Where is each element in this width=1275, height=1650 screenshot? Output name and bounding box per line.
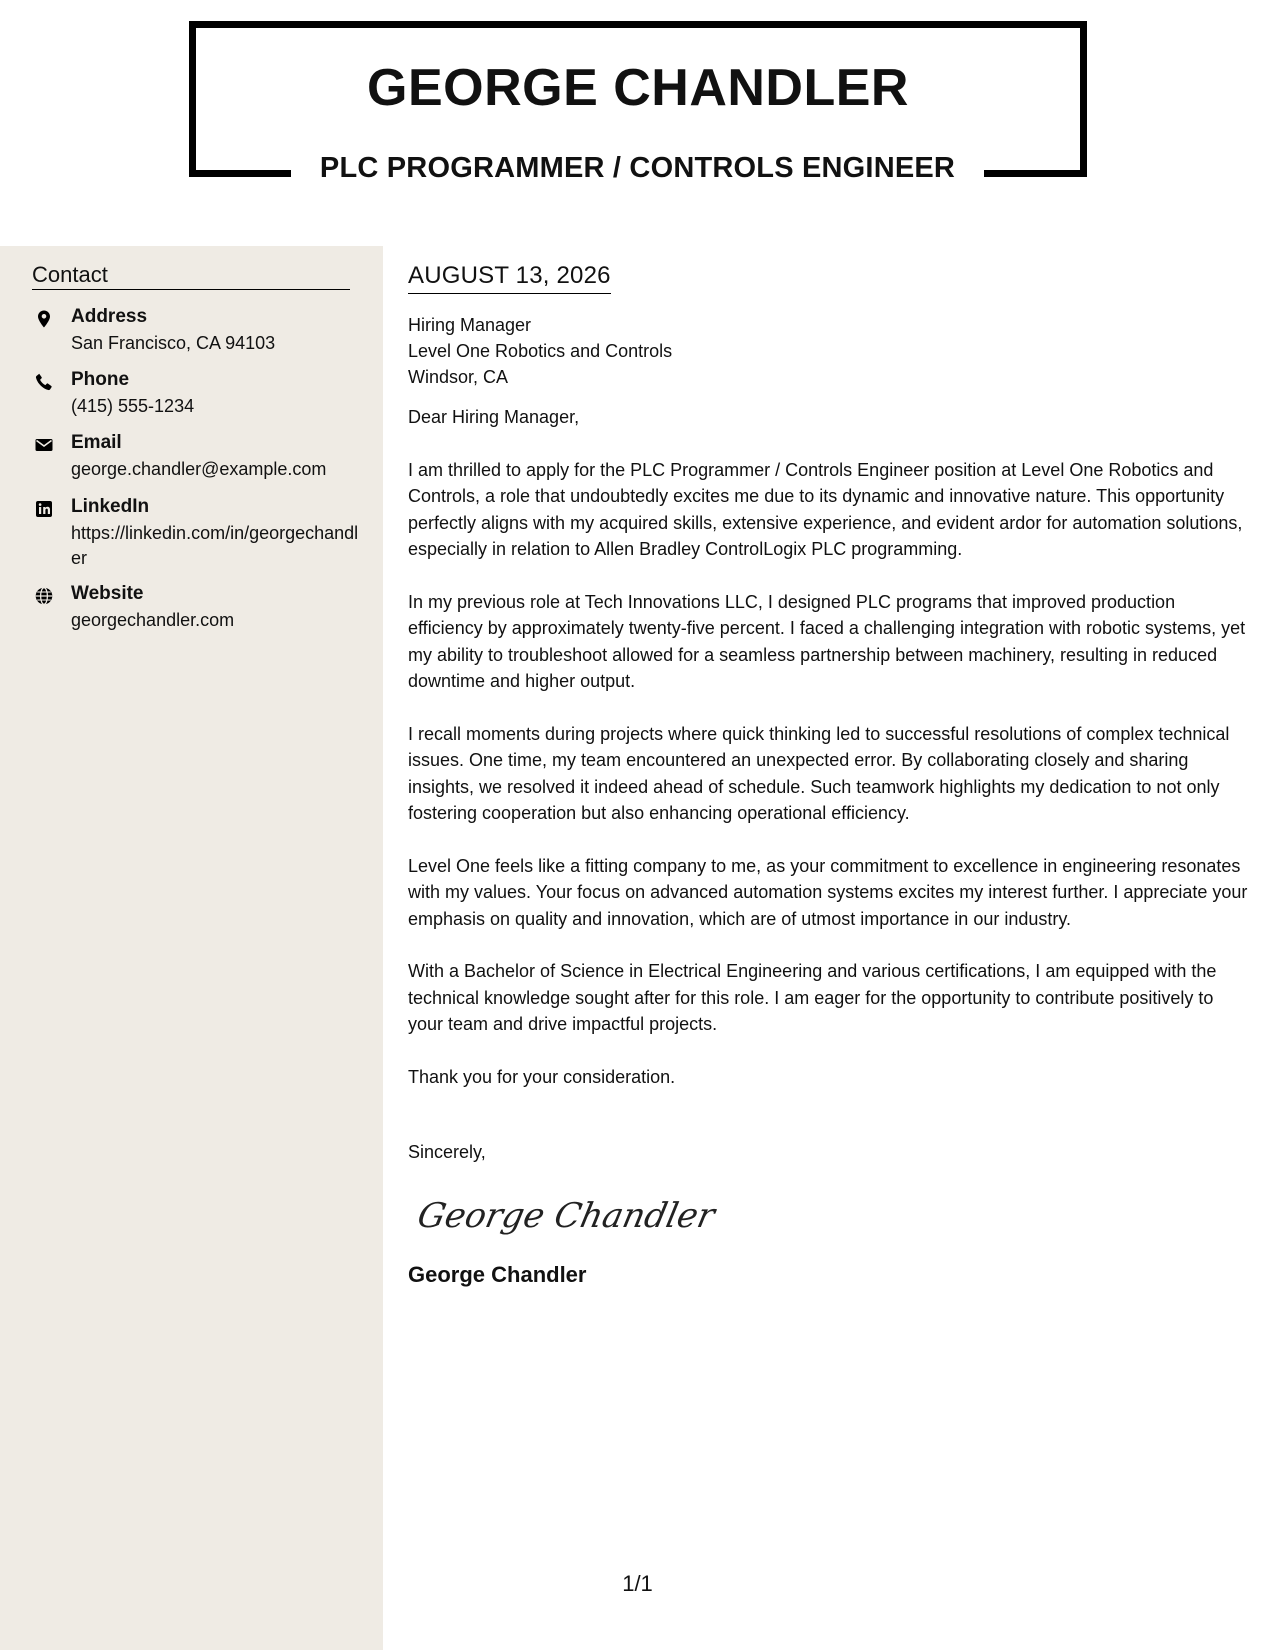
letter-paragraph: Thank you for your consideration.	[408, 1066, 676, 1087]
location-pin-icon	[34, 309, 54, 329]
letter-paragraph: With a Bachelor of Science in Electrical Engineering and various certifications, I am equipped with the technical knowledge sought after for this role. I am eager for the opportunity to contribute positively to your team and drive impactful projects.	[408, 961, 1217, 1034]
contact-value: (415) 555-1234	[71, 396, 195, 416]
contact-label: Address	[71, 306, 148, 327]
letter-paragraph: I am thrilled to apply for the PLC Programmer / Controls Engineer position at Level One Robotics and Controls, a role that undoubtedly excites me due to its dynamic and innovative nature. This opportunity perfectly aligns with my acquired skills, extensive experience, and evident ardor for automation solutions, especially in relation to Allen Bradley ControlLogix PLC programming.	[408, 459, 1243, 559]
page-number: 1/1	[622, 1571, 653, 1596]
contact-value: georgechandler.com	[71, 610, 235, 630]
letter-date: AUGUST 13, 2026	[408, 262, 611, 294]
contact-value: San Francisco, CA 94103	[71, 333, 276, 353]
contact-label: Email	[71, 432, 122, 453]
handwritten-signature	[414, 1189, 719, 1241]
letter-paragraph: Level One feels like a fitting company to me, as your commitment to excellence in engineering resonates with my values. Your focus on advanced automation systems excites my interest further. I appreciate your emphasis on quality and innovation, which are of utmost importance in our industry.	[408, 855, 1248, 929]
letter-paragraph: I recall moments during projects where quick thinking led to successful resolutions of complex technical issues. One time, my team encountered an unexpected error. By collaborating closely and sharing insights, we resolved it indeed ahead of schedule. Such teamwork highlights my dedication to not only fostering cooperation but also enhancing operational efficiency.	[408, 723, 1230, 823]
header-frame-bottom-right	[984, 170, 1087, 177]
contact-label: Phone	[71, 369, 130, 390]
signature-text: George Chandler	[414, 1196, 719, 1236]
envelope-icon	[34, 435, 54, 455]
contact-value: https://linkedin.com/in/georgechandler	[71, 523, 359, 568]
globe-icon	[34, 586, 54, 606]
contact-label: LinkedIn	[71, 496, 150, 517]
recipient-line: Hiring Manager	[408, 315, 532, 335]
contact-label: Website	[71, 583, 144, 604]
signer-name: George Chandler	[408, 1262, 587, 1287]
letter-body	[408, 262, 1248, 1288]
job-title: PLC PROGRAMMER / CONTROLS ENGINEER	[319, 152, 956, 184]
recipient-block	[408, 312, 1248, 390]
letter-paragraph: In my previous role at Tech Innovations LLC, I designed PLC programs that improved production efficiency by approximately twenty-five percent. I faced a challenging integration with robotic systems, yet my ability to troubleshoot allowed for a seamless partnership between machinery, resulting in reduced downtime and higher output.	[408, 591, 1246, 691]
recipient-line: Windsor, CA	[408, 367, 509, 387]
closing: Sincerely,	[408, 1142, 486, 1162]
header-frame-bottom-left	[189, 170, 291, 177]
phone-icon	[34, 372, 54, 392]
salutation: Dear Hiring Manager,	[408, 407, 580, 427]
applicant-name: GEORGE CHANDLER	[367, 59, 909, 117]
recipient-line: Level One Robotics and Controls	[408, 341, 673, 361]
contact-value: george.chandler@example.com	[71, 459, 327, 479]
linkedin-icon	[34, 499, 54, 519]
contact-heading: Contact	[32, 262, 350, 290]
